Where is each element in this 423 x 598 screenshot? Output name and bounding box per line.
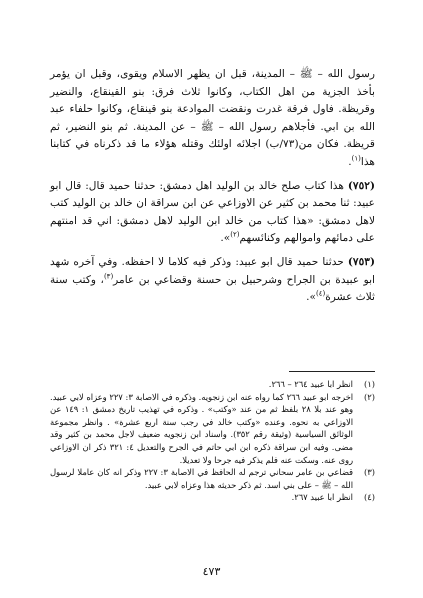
main-text — [50, 66, 375, 307]
paragraph-753-text: حدثنا حميد قال ابو عبيد: وذكر فيه كلاما لا احفظه. وفي آخره شهد ابو عبيدة بن الجراح وشرحبيل بن حسنة وقضاعي بن عامر — [50, 255, 375, 286]
footnote-3 — [50, 466, 375, 491]
paragraph-1: رسول الله – ﷺ – المدينة، قبل ان يظهر الاسلام ويقوى، وقبل ان يؤمر بأخذ الجزية من اهل الكتاب، وكانوا ثلاث فرق: بنو القينقاع، والنضير وقريظة. فاول فرقة غدرت ونقضت الموادعة بنو قينقاع، وكانوا حلفاء عبد الله بن ابي. فأجلاهم رسول الله – ﷺ – عن المدينة. ثم بنو النضير، ثم قريظة. فكان من(٧٣/ب) اجلائه اولئك وقتله هؤلاء ما قد ذكرناه في كتابنا هذا$^{(١)}$. — [50, 68, 375, 168]
paragraph-752-text: هذا كتاب صلح خالد بن الوليد اهل دمشق: حدثنا حميد قال: قال ابو عبيد: ثنا محمد بن كثير عن الاوزاعي عن ابن سراقة ان خالد بن الوليد كتب لاهل دمشق: «هذا كتاب من خالد ابن الوليد لاهل دمشق: اني قد امنتهم على دمائهم واموالهم وكنائسهم — [50, 179, 375, 245]
footnote-ref-2: (٢) — [230, 230, 240, 239]
footnote-number: (٣) — [364, 467, 375, 478]
footnote-4 — [50, 491, 375, 504]
paragraph-753-mid: ، وكتب سنة ثلاث عشرة — [50, 273, 375, 304]
footnote-ref-3: (٣) — [103, 272, 114, 280]
paragraph-753-end: ». — [306, 291, 316, 304]
paragraph-1-text: رسول الله – ﷺ – المدينة، قبل ان يظهر الاسلام ويقوى، وقبل ان يؤمر بأخذ الجزية من اهل الكتاب، وكانوا ثلاث فرق: بنو القينقاع، والنضير وقريظة. فاول فرقة غدرت ونقضت الموادعة بنو قينقاع، وكانوا حلفاء عبد الله بن ابي. فأجلاهم رسول الله – ﷺ – عن المدينة. ثم بنو النضير، ثم قريظة. فكان من(٧٣/ب) اجلائه اولئك وقتله هؤلاء ما قد ذكرناه في كتابنا هذا — [50, 68, 375, 168]
footnote-separator — [289, 371, 375, 372]
footnote-1 — [50, 378, 375, 391]
paragraph-number-752: (٧٥٢) — [347, 179, 375, 192]
paragraph-number-753: (٧٥٣) — [347, 255, 375, 268]
footnote-text: انظر ابا عبيد ٢٦٧. — [291, 492, 353, 503]
footnote-number: (٢) — [364, 391, 375, 402]
footnote-text: انظر ابا عبيد ٢٦٤ – ٢٦٦. — [268, 379, 353, 389]
paragraph-752 — [50, 178, 375, 248]
footnote-text: اخرجه ابو عبيد ٢٦٦ كما رواه عنه ابن زنجويه. وذكره في الاصابة ٣: ٢٢٧ وعزاه لابي عبيد. وهو عند بلا ٢٨ بلفظ ثم من عند «وكتب» . وذكره في تهذيب تاريخ دمشق ١: ١٤٩ عن الاوزاعي به نحوه. وعنده «وكتب خالد في رجب سنة اربع عشرة» . وانظر مجموعة الوثائق السياسية (وثيقة رقم ٣٥٢). واسناد ابن زنجويه ضعيف لاجل محمد بن كثير وقد مضى. وفيه ابن سراقة ذكره ابن ابي حاتم في الجرح والتعديل ٤: ٣٢١ ذكر ان الاوزاعي روى عنه. وسكت عنه فلم يذكر فيه جرحا ولا تعديلا. — [50, 391, 354, 465]
footnote-number: (٤) — [364, 492, 375, 503]
footnote-2 — [50, 391, 375, 467]
paragraph-753 — [50, 254, 375, 307]
footnotes — [50, 378, 375, 504]
footnote-ref-1: (١) — [351, 154, 361, 163]
footnote-text: قضاعي بن عامر سحاني ترجم له الحافظ في الاصابة ٣: ٢٢٧ وذكر انه كان عاملا لرسول الله – ﷺ – على بني اسد. ثم ذكر حديثه هذا وعزاه لابي عبيد. — [50, 467, 353, 490]
page-number: ٤٧٣ — [202, 565, 221, 578]
footnote-ref-4: (٤) — [315, 289, 326, 298]
footnote-number: (١) — [364, 379, 375, 389]
paragraph-752-end: ». — [220, 232, 231, 245]
